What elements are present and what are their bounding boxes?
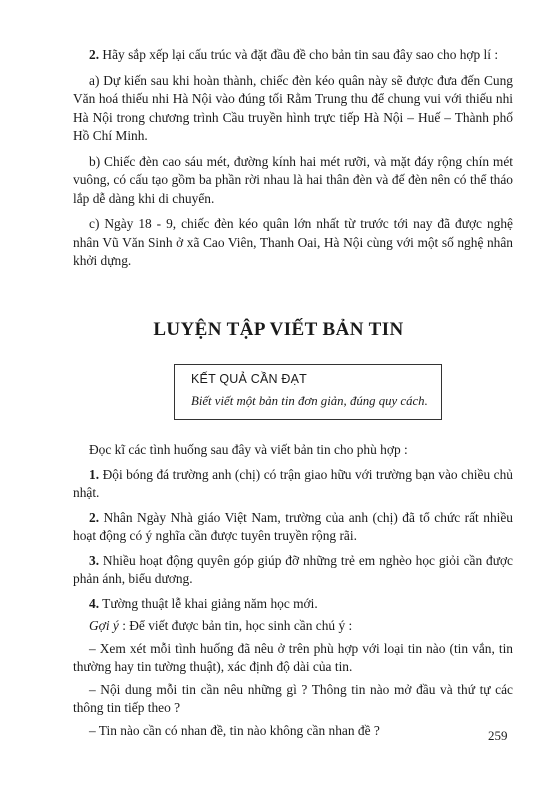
practice-item-number: 3. (89, 552, 100, 568)
hint-intro-text: : Để viết được bản tin, học sinh cần chú ý : (118, 618, 353, 633)
practice-item-number: 2. (89, 509, 100, 525)
practice-intro: Đọc kĩ các tình huống sau đây và viết bản tin cho phù hợp : (89, 442, 408, 457)
page-number: 259 (488, 728, 508, 743)
hint-item-3: – Tin nào cần có nhan đề, tin nào không cần nhan đề ? (89, 722, 380, 738)
practice-item-text: Tường thuật lễ khai giảng năm học mới. (102, 595, 318, 611)
paragraph-c: c) Ngày 18 - 9, chiếc đèn kéo quân lớn nhất từ trước tới nay đã được nghệ nhân Vũ Văn Sinh ở xã Cao Viên, Thanh Oai, Hà Nội cùng với một số nghệ nhân khởi dựng. (73, 216, 513, 268)
practice-item-1 (73, 466, 513, 503)
section-title: LUYỆN TẬP VIẾT BẢN TIN (153, 319, 404, 340)
exercise-2-prompt (73, 46, 513, 65)
result-box-heading: KẾT QUẢ CẦN ĐẠT (191, 372, 307, 386)
result-box-text: Biết viết một bản tin đơn giản, đúng quy cách. (191, 394, 428, 408)
result-box (174, 364, 442, 420)
practice-item-2 (73, 509, 513, 546)
practice-item-3 (73, 552, 513, 589)
exercise-2-prompt-text: Hãy sắp xếp lại cấu trúc và đặt đầu đề cho bản tin sau đây sao cho hợp lí : (102, 47, 499, 62)
paragraph-a: a) Dự kiến sau khi hoàn thành, chiếc đèn kéo quân này sẽ được đưa đến Cung Văn hoá thiếu nhi Hà Nội vào đúng tối Rằm Trung thu để chung vui với thiếu nhi Hà Nội trong chương trình Cầu truyền hình trực tiếp Hà Nội – Huế – Thành phố Hồ Chí Minh. (73, 72, 513, 143)
practice-item-number: 4. (89, 595, 100, 611)
practice-item-text: Nhân Ngày Nhà giáo Việt Nam, trường của anh (chị) đã tổ chức rất nhiều hoạt động có ý nghĩa cần được tuyên truyền rộng rãi. (73, 509, 513, 543)
hint-label: Gợi ý (89, 618, 119, 633)
exercise-2 (73, 46, 513, 271)
paragraph-b: b) Chiếc đèn cao sáu mét, đường kính hai mét rưỡi, và mặt đáy rộng chín mét vuông, có cấu tạo gồm ba phần rời nhau là hai thân đèn và đế đèn nên có thể tháo lắp dễ dàng khi di chuyển. (73, 153, 513, 206)
exercise-2-number: 2. (89, 47, 100, 62)
hint-item-2: – Nội dung mỗi tin cần nêu những gì ? Thông tin nào mở đầu và thứ tự các thông tin tiếp theo ? (73, 681, 513, 715)
practice-item-4 (73, 595, 513, 614)
practice-item-number: 1. (89, 466, 100, 482)
hint-intro (73, 617, 513, 636)
practice-item-text: Đội bóng đá trường anh (chị) có trận giao hữu với trường bạn vào chiều chủ nhật. (73, 466, 513, 500)
hint-item-1: – Xem xét mỗi tình huống đã nêu ở trên phù hợp với loại tin nào (tin vắn, tin thường hay tin tường thuật), xác định độ dài của tin. (73, 640, 513, 674)
practice-section (73, 441, 513, 740)
practice-item-text: Nhiều hoạt động quyên góp giúp đỡ những trẻ em nghèo học giỏi cần được phản ánh, biểu dương. (73, 552, 513, 586)
